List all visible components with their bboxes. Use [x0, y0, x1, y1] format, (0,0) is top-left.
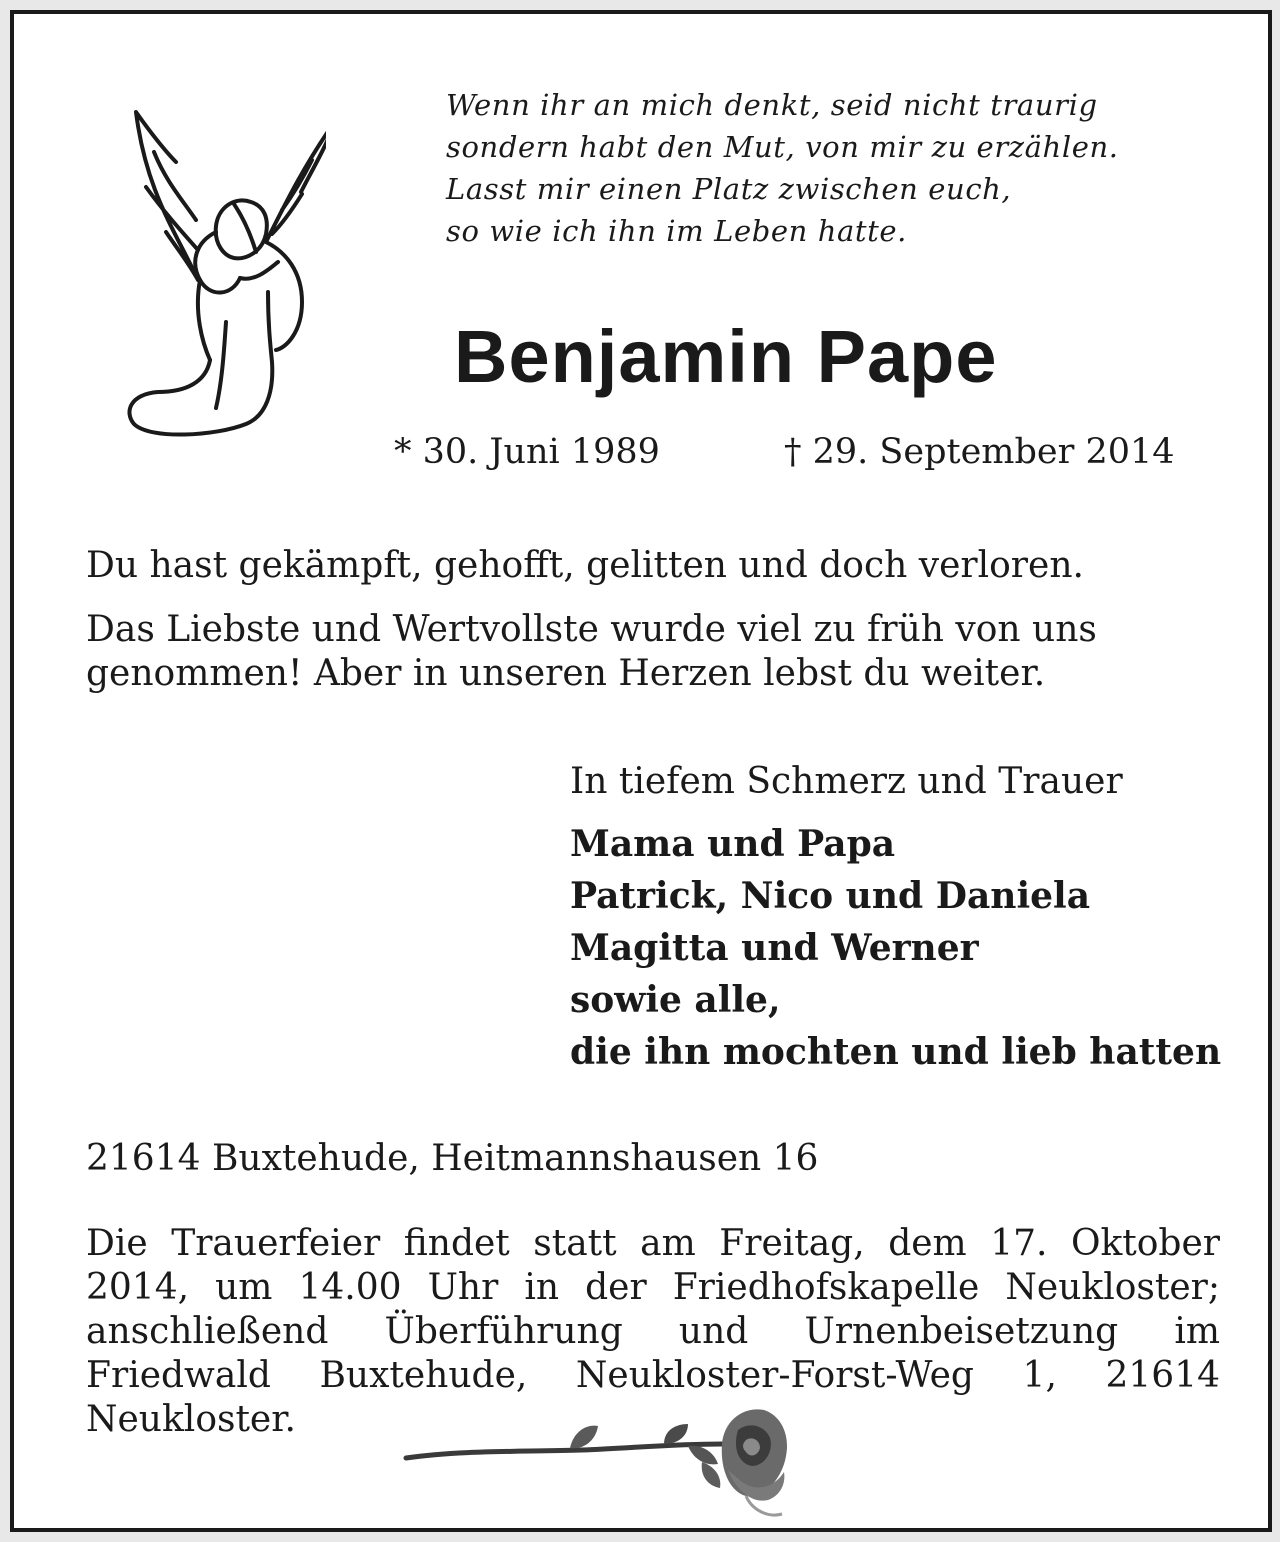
deceased-name: Benjamin Pape: [454, 315, 998, 398]
mourner-name: Magitta und Werner: [570, 927, 979, 969]
birth-date: * 30. Juni 1989: [394, 432, 660, 472]
funeral-details: Die Trauerfeier findet statt am Freitag, dem 17. Oktober 2014, um 14.00 Uhr in der Friedhofskapelle Neukloster; anschließend Überführung und Urnenbeisetzung im Friedwald Buxtehude, Neukloster-Forst-Weg 1, 21614 Neukloster.: [86, 1223, 1220, 1440]
family-address: 21614 Buxtehude, Heitmannshausen 16: [86, 1138, 819, 1179]
life-dates: [394, 432, 1214, 472]
verse-line: Wenn ihr an mich denkt, seid nicht traurig: [446, 88, 1098, 122]
mourner-name: die ihn mochten und lieb hatten: [570, 1031, 1222, 1073]
mourner-name: Mama und Papa: [570, 823, 896, 865]
verse-line: Lasst mir einen Platz zwischen euch,: [446, 172, 1012, 206]
rose-icon: [402, 1400, 794, 1530]
mourners-intro: In tiefem Schmerz und Trauer: [570, 761, 1123, 802]
mourners-names: [570, 818, 1250, 1078]
death-date: † 29. September 2014: [784, 432, 1175, 472]
verse-line: sondern habt den Mut, von mir zu erzählen.: [446, 130, 1119, 164]
mourner-name: sowie alle,: [570, 979, 781, 1021]
obituary-notice: [10, 10, 1272, 1532]
memorial-verse: [446, 84, 1246, 252]
mourners-block: [570, 760, 1250, 1078]
message-line-1: Du hast gekämpft, gehofft, gelitten und doch verloren.: [86, 545, 1084, 586]
angel-icon: [106, 92, 326, 452]
message-line-2: Das Liebste und Wertvollste wurde viel zu früh von uns genommen! Aber in unseren Herzen lebst du weiter.: [86, 609, 1097, 694]
mourner-name: Patrick, Nico und Daniela: [570, 875, 1091, 917]
verse-line: so wie ich ihn im Leben hatte.: [446, 214, 907, 248]
